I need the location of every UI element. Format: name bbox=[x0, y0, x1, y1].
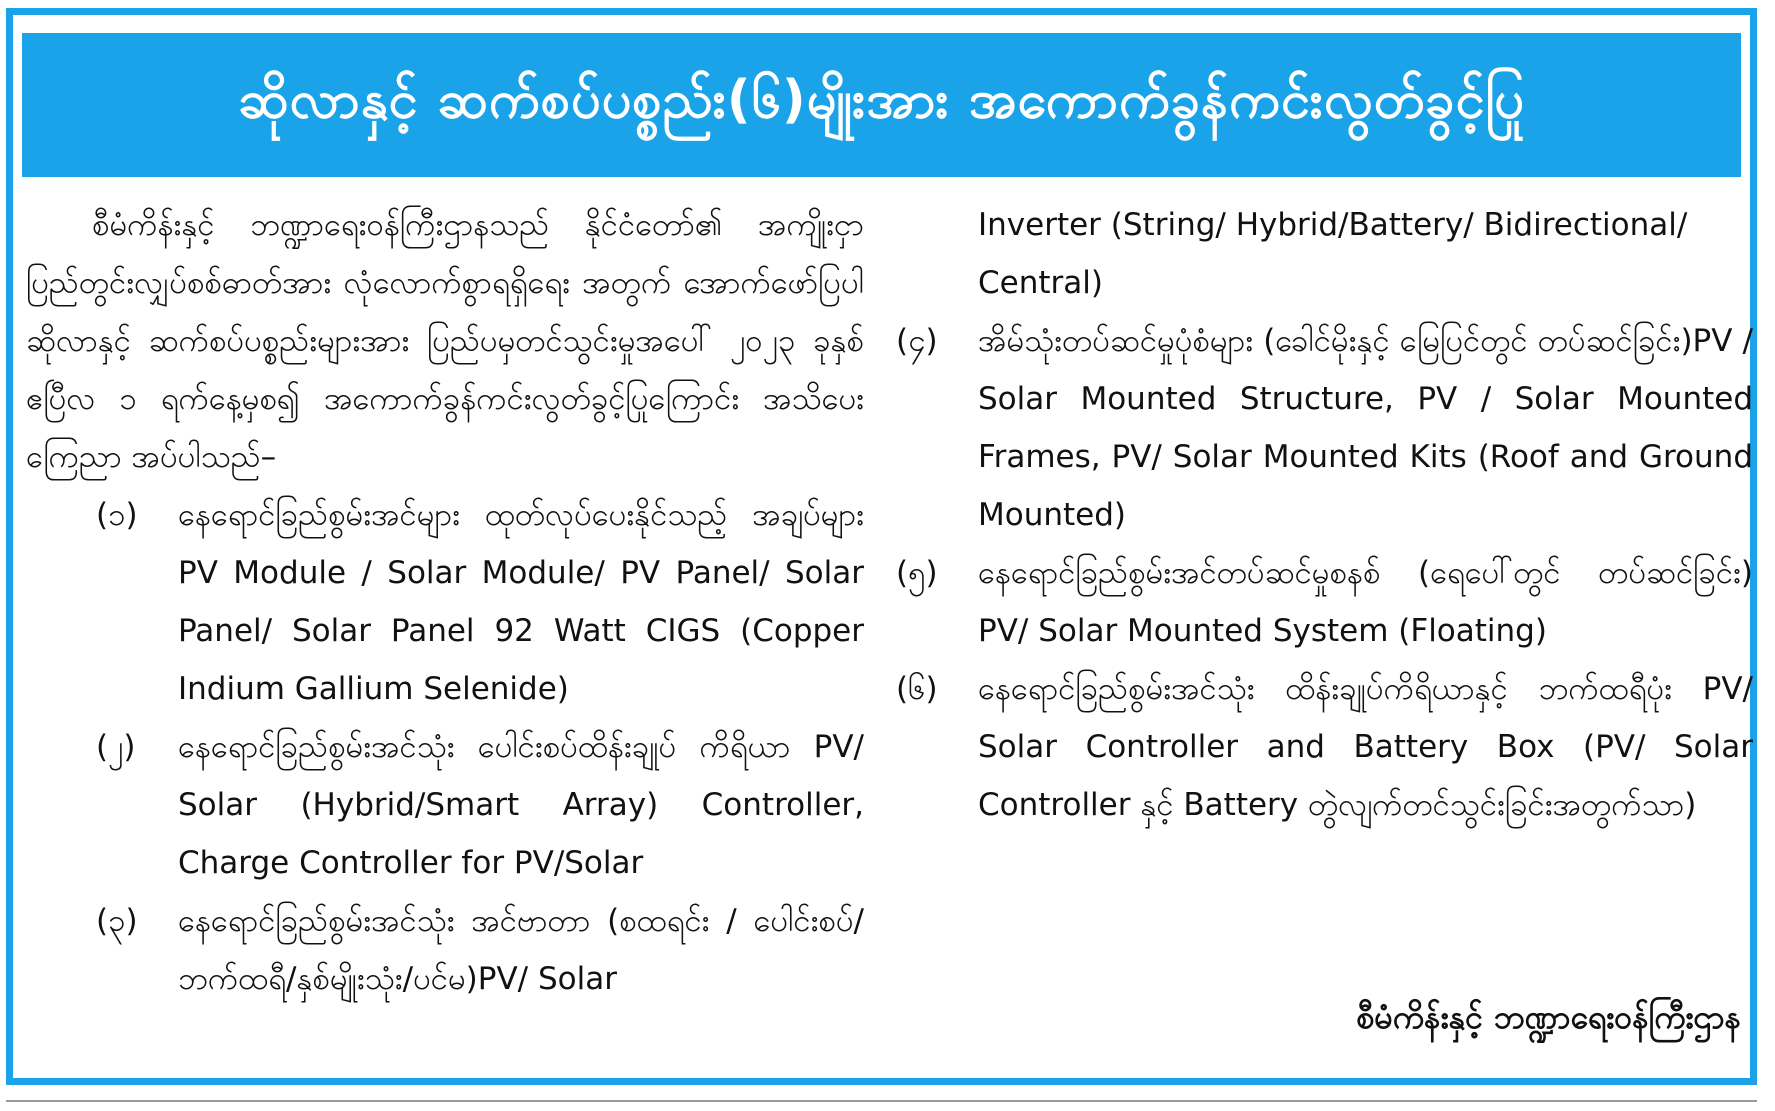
list-item bbox=[896, 660, 1753, 834]
item-text: နေရောင်ခြည်စွမ်းအင်သုံး အင်ဗာတာ (စထရင်း / ပေါင်းစပ်/ ဘက်ထရီ/နှစ်မျိုးသုံး/ပင်မ)PV/ Solar bbox=[178, 903, 864, 997]
list-item bbox=[26, 718, 864, 892]
item-number: (၁) bbox=[96, 497, 138, 533]
left-column bbox=[26, 196, 864, 1008]
intro-paragraph: စီမံကိန်းနှင့် ဘဏ္ဍာရေးဝန်ကြီးဌာနသည် နိုင်ငံတော်၏ အကျိုးငှာ ပြည်တွင်းလျှပ်စစ်ဓာတ်အား လုံလောက်စွာရရှိရေး အတွက် အောက်ဖော်ပြပါ ဆိုလာနှင့် ဆက်စပ်ပစ္စည်းများအား ပြည်ပမှတင်သွင်းမှုအပေါ် ၂၀၂၃ ခုနှစ် ဧပြီလ ၁ ရက်နေ့မှစ၍ အကောက်ခွန်ကင်းလွတ်ခွင့်ပြုကြောင်း အသိပေးကြေညာ အပ်ပါသည်– bbox=[26, 207, 864, 475]
item-text: နေရောင်ခြည်စွမ်းအင်များ ထုတ်လုပ်ပေးနိုင်သည့် အချပ်များ PV Module / Solar Module/ PV Panel/ Solar Panel/ Solar Panel 92 Watt CIGS (Copper Indium Gallium Selenide) bbox=[178, 497, 864, 707]
item-number: (၃) bbox=[96, 903, 138, 939]
item-text: နေရောင်ခြည်စွမ်းအင်တပ်ဆင်မှုစနစ် (ရေပေါ်တွင် တပ်ဆင်ခြင်း) PV/ Solar Mounted System (Floating) bbox=[978, 555, 1753, 649]
item-number: (၂) bbox=[96, 729, 136, 765]
title-banner bbox=[22, 33, 1741, 177]
list-item bbox=[26, 892, 864, 1008]
bottom-divider bbox=[6, 1100, 1757, 1102]
item-number: (၅) bbox=[896, 555, 938, 591]
item-number: (၆) bbox=[896, 671, 938, 707]
list-item bbox=[896, 544, 1753, 660]
item-number: (၄) bbox=[896, 323, 938, 359]
signature: စီမံကိန်းနှင့် ဘဏ္ဍာရေးဝန်ကြီးဌာန bbox=[1356, 998, 1741, 1036]
item-text: နေရောင်ခြည်စွမ်းအင်သုံး ထိန်းချုပ်ကိရိယာနှင့် ဘက်ထရီပုံး PV/ Solar Controller and Battery Box (PV/ Solar Controller နှင့် Battery တွဲလျက်တင်သွင်းခြင်းအတွက်သာ) bbox=[978, 671, 1753, 823]
right-column bbox=[896, 196, 1753, 834]
list-item bbox=[896, 312, 1753, 544]
notice-title: ဆိုလာနှင့် ဆက်စပ်ပစ္စည်း(၆)မျိုးအား အကောက်ခွန်ကင်းလွတ်ခွင့်ပြု bbox=[238, 70, 1525, 130]
item-text: နေရောင်ခြည်စွမ်းအင်သုံး ပေါင်းစပ်ထိန်းချုပ် ကိရိယာ PV/ Solar (Hybrid/Smart Array) Controller, Charge Controller for PV/Solar bbox=[178, 729, 864, 881]
list-item bbox=[26, 486, 864, 718]
item-continuation: Inverter (String/ Hybrid/Battery/ Bidirectional/ Central) bbox=[978, 207, 1688, 301]
item-text: အိမ်သုံးတပ်ဆင်မှုပုံစံများ (ခေါင်မိုးနှင့် မြေပြင်တွင် တပ်ဆင်ခြင်း)PV / Solar Mounted Structure, PV / Solar Mounted Frames, PV/ Solar Mounted Kits (Roof and Ground Mounted) bbox=[978, 323, 1753, 533]
